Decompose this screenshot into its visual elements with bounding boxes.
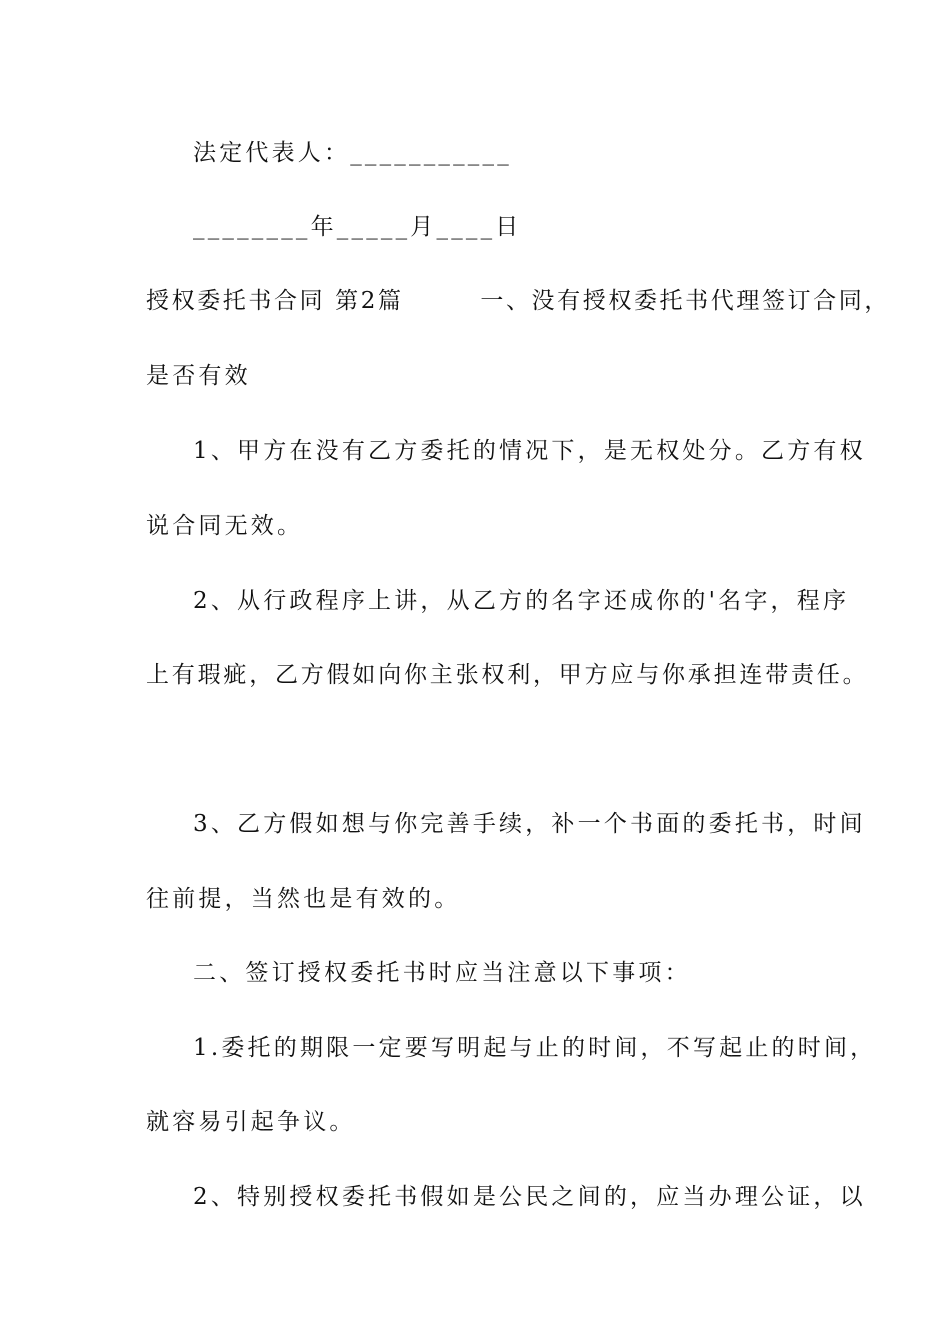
paragraph-line: 1、甲方在没有乙方委托的情况下，是无权处分。乙方有权 (193, 438, 866, 464)
paragraph-line: 是否有效 (146, 363, 251, 389)
date-line: ________年_____月____日 (193, 214, 522, 240)
paragraph-line: 2、特别授权委托书假如是公民之间的，应当办理公证，以 (193, 1184, 866, 1210)
section-heading-line: 二、签订授权委托书时应当注意以下事项： (193, 960, 691, 986)
paragraph-line: 2、从行政程序上讲，从乙方的名字还成你的'名字，程序 (193, 588, 850, 614)
representative-line: 法定代表人：___________ (193, 140, 512, 166)
paragraph-line: 说合同无效。 (146, 513, 304, 539)
paragraph-line: 1.委托的期限一定要写明起与止的时间，不写起止的时间， (193, 1035, 877, 1061)
section-heading-line: 授权委托书合同 第2篇 一、没有授权委托书代理签订合同， (146, 288, 890, 314)
paragraph-line: 往前提，当然也是有效的。 (146, 886, 461, 912)
paragraph-line: 就容易引起争议。 (146, 1109, 356, 1135)
paragraph-line: 3、乙方假如想与你完善手续，补一个书面的委托书，时间 (193, 811, 866, 837)
paragraph-line: 上有瑕疵，乙方假如向你主张权利，甲方应与你承担连带责任。 (146, 662, 869, 688)
